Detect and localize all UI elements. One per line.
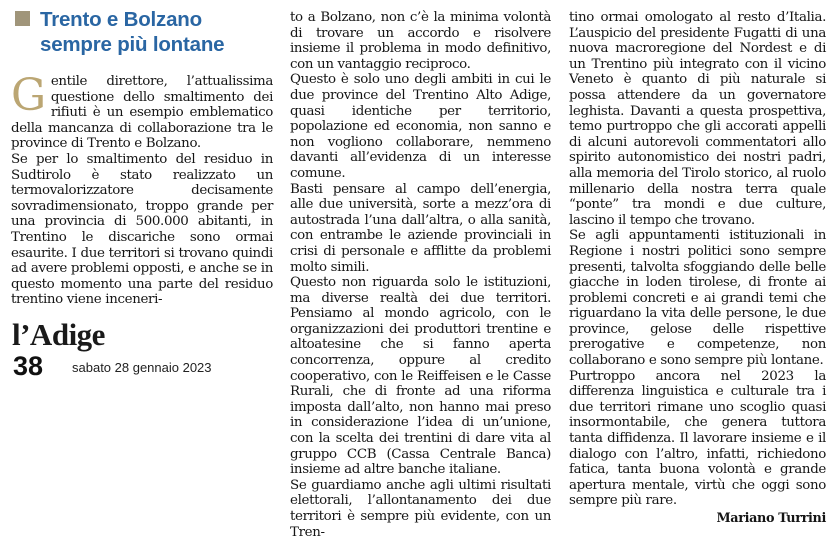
- masthead: [12, 317, 274, 387]
- paragraph: Purtroppo ancora nel 2023 la differenza linguistica e culturale tra i due territori rimane uno scoglio quasi insormontabile, che genera tuttora tanta diffidenza. Il lavorare insieme e il dialogo con l’altro, infatti, richiedono fatica, tanta buona volontà e grande apertura mentale, virtù che oggi sono sempre più rare.: [569, 368, 826, 509]
- article-column-3: [569, 10, 826, 527]
- paragraph: Basti pensare al campo dell’energia, alle due università, sorte a mezz’ora di autostrada l’una dall’altra, o alla sanità, con entrambe le aziende provinciali in crisi di personale e afflitte da problemi molto simili.: [290, 181, 551, 275]
- article-column-2: [290, 10, 551, 540]
- paragraph: Se per lo smaltimento del residuo in Sudtirolo è stato realizzato un termovalorizzatore decisamente sovradimensionato, troppo grande per una provincia di 500.000 abitanti, in Trentino le discariche sono ormai esaurite. I due territori si trovano quindi ad avere problemi opposti, e anche se in questo momento una parte del residuo trentino viene inceneri-: [11, 151, 273, 308]
- page-number: 38: [13, 351, 44, 381]
- newspaper-logo: l’Adige: [12, 317, 105, 352]
- issue-date: sabato 28 gennaio 2023: [72, 360, 212, 375]
- paragraph: to a Bolzano, non c’è la minima volontà di trovare un accordo e risolvere insieme il problema in modo definitivo, con un vantaggio reciproco.: [290, 10, 551, 72]
- drop-cap: G: [11, 70, 46, 121]
- paragraph-text: entile direttore, l’attualissima questione dello smaltimento dei rifiuti è un esempio emblematico della mancanza di collaborazione tra le province di Trento e Bolzano.: [11, 74, 273, 152]
- paragraph: Questo non riguarda solo le istituzioni, ma diverse realtà dei due territori. Pensiamo al mondo agricolo, con le organizzazioni dei produttori trentine e altoatesine che si fanno aperta concorrenza, oppure al credito cooperativo, con le Reiffeisen e le Casse Rurali, che di fronte ad una riforma imposta dall’alto, non hanno mai preso in considerazione l’idea di un’unione, con la scelta dei trentini di dare vita al gruppo CCB (Cassa Centrale Banca) insieme ad altre banche italiane.: [290, 275, 551, 478]
- paragraph: Questo è solo uno degli ambiti in cui le due province del Trentino Alto Adige, quasi identiche per territorio, popolazione ed economia, non sanno e non vogliono collaborare, nemmeno davanti all’evidenza di un interesse comune.: [290, 72, 551, 181]
- paragraph: Se agli appuntamenti istituzionali in Regione i nostri politici sono sempre presenti, talvolta sfoggiando delle belle giacche in loden tirolese, di fronte ai problemi concreti e ai grandi temi che riguardano la vita delle persone, le due province, gelose delle rispettive prerogative e competenze, non collaborano e sono sempre più lontane.: [569, 228, 826, 369]
- paragraph: tino ormai omologato al resto d’Italia. L’auspicio del presidente Fugatti di una nuova macroregione del Nordest e di un Trentino più integrato con il vicino Veneto è quanto di più naturale si possa attendere da un governatore leghista. Davanti a questa prospettiva, temo purtroppo che gli accorati appelli di alcuni autorevoli commentatori allo spirito autonomistico dei nostri padri, alla memoria del Tirolo storico, al ruolo millenario della nostra terra quale “ponte” tra mondi e due culture, lascino il tempo che trovano.: [569, 10, 826, 228]
- author-signature: Mariano Turrini: [716, 511, 826, 526]
- paragraph: [11, 70, 273, 152]
- headline-square-marker: [15, 11, 30, 26]
- article-column-1: [11, 8, 273, 308]
- headline-block: [11, 8, 273, 74]
- headline: [40, 7, 224, 57]
- headline-line-2: sempre più lontane: [40, 33, 225, 56]
- paragraph: Se guardiamo anche agli ultimi risultati elettorali, l’allontanamento dei due territori è sempre più evidente, con un Tren-: [290, 477, 551, 540]
- headline-line-1: Trento e Bolzano: [40, 8, 202, 31]
